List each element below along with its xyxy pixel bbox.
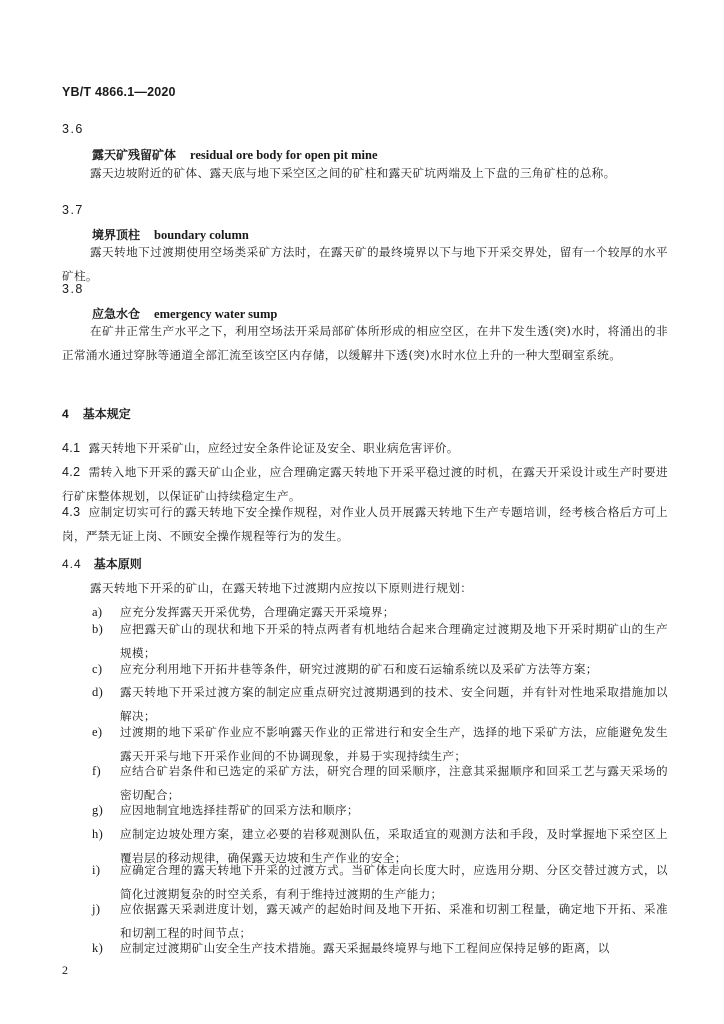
- clause-number: 4.2: [62, 465, 81, 479]
- list-intro: 露天转地下开采的矿山，在露天转地下过渡期内应按以下原则进行规划：: [90, 581, 473, 595]
- clause: [62, 436, 668, 460]
- list-marker: k): [92, 941, 104, 955]
- list-marker: i): [92, 863, 101, 877]
- list-item-text: 过渡期的地下采矿作业应不影响露天作业的正常进行和安全生产，选择的地下采矿方法，应能避免发生露天开采与地下开采作业间的不协调现象，并易于实现持续生产；: [120, 725, 668, 763]
- list-marker: d): [92, 685, 104, 699]
- document-code: YB/T 4866.1—2020: [62, 85, 176, 99]
- clause-number: 4.1: [62, 441, 81, 455]
- subsection-heading: [62, 555, 142, 572]
- clause-text: 露天转地下开采矿山，应经过安全条件论证及安全、职业病危害评价。: [88, 441, 459, 455]
- list-marker: b): [92, 622, 104, 636]
- clause-text: 需转入地下开采的露天矿山企业，应合理确定露天转地下开采平稳过渡的时机，在露天开采设计或生产时要进行矿床整体规划，以保证矿山持续稳定生产。: [62, 465, 668, 503]
- list-marker: h): [92, 827, 104, 841]
- term-definition: 露天转地下过渡期使用空场类采矿方法时，在露天矿的最终境界以下与地下开采交界处，留有一个较厚的水平矿柱。: [62, 245, 668, 283]
- list-item-text: 应依据露天采剥进度计划，露天减产的起始时间及地下开拓、采准和切割工程量，确定地下开拓、采准和切割工程的时间节点；: [120, 902, 668, 940]
- term-en: residual ore body for open pit mine: [190, 148, 378, 162]
- list-item-text: 露天转地下开采过渡方案的制定应重点研究过渡期遇到的技术、安全问题，并有针对性地采取措施加以解决；: [120, 685, 668, 723]
- section-number: 3.8: [62, 282, 84, 296]
- term-cn: 露天矿残留矿体: [92, 148, 177, 162]
- term-en: emergency water sump: [154, 307, 278, 321]
- list-item-text: 应把露天矿山的现状和地下开采的特点两者有机地结合起来合理确定过渡期及地下开采时期矿山的生产规模；: [120, 622, 668, 660]
- list-item-text: 应制定过渡期矿山安全生产技术措施。露天采掘最终境界与地下工程间应保持足够的距离，以: [120, 941, 610, 955]
- chapter-title: 基本规定: [82, 407, 131, 421]
- list-item-text: 应充分利用地下开拓井巷等条件，研究过渡期的矿石和废石运输系统以及采矿方法等方案；: [120, 662, 598, 676]
- list-marker: j): [92, 902, 101, 916]
- list-marker: f): [92, 764, 102, 778]
- clause-text: 应制定切实可行的露天转地下安全操作规程，对作业人员开展露天转地下生产专题培训，经考核合格后方可上岗，严禁无证上岗、不顾安全操作规程等行为的发生。: [62, 505, 668, 543]
- list-marker: g): [92, 803, 104, 817]
- term-definition: 露天边坡附近的矿体、露天底与地下采空区之间的矿柱和露天矿坑两端及上下盘的三角矿柱的总称。: [90, 166, 616, 180]
- clause: [62, 500, 668, 548]
- term-en: boundary column: [154, 228, 249, 242]
- section-number: 3.7: [62, 203, 84, 217]
- term-definition: 在矿井正常生产水平之下，利用空场法开采局部矿体所形成的相应空区，在井下发生透(突)水时，将涌出的非正常涌水通过穿脉等通道全部汇流至该空区内存储，以缓解井下透(突)水时水位上升的一种大型硐室系统。: [62, 324, 668, 362]
- list-item: [62, 798, 668, 822]
- list-item-text: 应结合矿岩条件和已选定的采矿方法，研究合理的回采顺序，注意其采掘顺序和回采工艺与露天采场的密切配合；: [120, 764, 668, 802]
- page-number: 2: [62, 963, 68, 977]
- subsection-number: 4.4: [62, 557, 82, 571]
- subsection-title: 基本原则: [93, 557, 142, 571]
- section-number: 3.6: [62, 122, 84, 136]
- term-cn: 境界顶柱: [92, 228, 141, 242]
- chapter-heading: [62, 405, 131, 422]
- list-item-text: 应确定合理的露天转地下开采的过渡方式。当矿体走向长度大时，应选用分期、分区交替过渡方式，以简化过渡期复杂的时空关系，有利于维持过渡期的生产能力；: [120, 863, 668, 901]
- list-item-text: 应充分发挥露天开采优势，合理确定露天开采境界；: [120, 605, 395, 619]
- list-marker: c): [92, 662, 103, 676]
- list-item-text: 应因地制宜地选择挂帮矿的回采方法和顺序；: [120, 803, 359, 817]
- list-item: [62, 936, 668, 960]
- chapter-number: 4: [62, 407, 69, 421]
- list-marker: e): [92, 725, 103, 739]
- list-item: [62, 657, 668, 681]
- list-item-text: 应制定边坡处理方案，建立必要的岩移观测队伍，采取适宜的观测方法和手段，及时掌握地下采空区上覆岩层的移动规律，确保露天边坡和生产作业的安全；: [120, 827, 668, 865]
- list-marker: a): [92, 605, 103, 619]
- term-cn: 应急水仓: [92, 307, 141, 321]
- clause-number: 4.3: [62, 505, 81, 519]
